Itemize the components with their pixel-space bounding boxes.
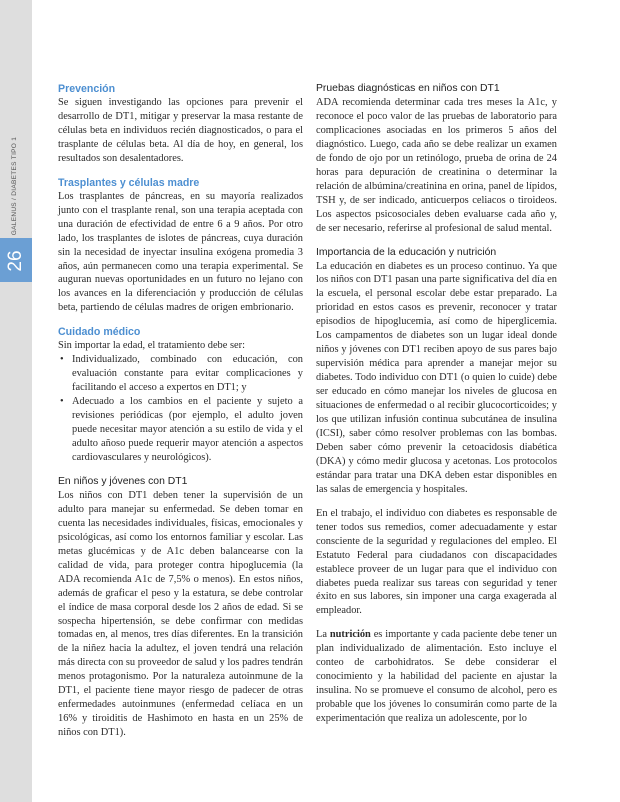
- paragraph-cuidado-intro: Sin importar la edad, el tratamiento debe ser:: [58, 340, 245, 352]
- page-number: 26: [5, 250, 26, 272]
- paragraph-prevencion: Se siguen investigando las opciones para prevenir el desarrollo de DT1, mitigar y preservar la masa restante de células beta en individuos recién diagnosticados, o para el trasplante de células beta. Al día de hoy, en general, los resultados son desalentadores.: [58, 97, 303, 164]
- list-item: • Individualizado, combinado con educación, con evaluación constante para evitar complicaciones y facilitando el acceso a expertos en DT1; y: [60, 354, 303, 394]
- left-column: [58, 82, 303, 740]
- nutricion-lead: La: [316, 629, 330, 641]
- heading-prevencion: Prevención: [58, 83, 116, 95]
- cuidado-list: [58, 353, 303, 465]
- nutricion-bold: nutrición: [329, 629, 371, 641]
- heading-ninos: En niños y jóvenes con DT1: [58, 475, 188, 487]
- paragraph-trasplantes: Los trasplantes de páncreas, en su mayoría realizados junto con el trasplante renal, son una terapia aceptada con una duración de efectividad de entre 6 a 9 años. Por otro lado, los trasplantes de islotes de páncreas, cuya duración sin la necesidad de inyectar insulina exógena promedia 3 años, aún permanecen como una terapia experimental. Se auguran nuevas oportunidades en un futuro no lejano con los avances en la diferenciación y producción de células beta, partiendo de células madres de origen embrionario.: [58, 190, 303, 314]
- heading-trasplantes: Trasplantes y células madre: [58, 176, 200, 189]
- heading-educacion: Importancia de la educación y nutrición: [316, 246, 497, 258]
- paragraph-nutricion: [316, 628, 557, 726]
- list-item-text: Adecuado a los cambios en el paciente y sujeto a revisiones periódicas (por ejemplo, el adulto joven puede necesitar mayor atención a su estilo de vida y el adulto añoso puede requerir mayor atención a aspectos cardiovasculares y neurológicos).: [72, 396, 303, 463]
- paragraph-pruebas: ADA recomienda determinar cada tres meses la A1c, y reconoce el poco valor de las pruebas de laboratorio para complicaciones asociadas en los primeros 5 años del diagnóstico. Luego, cada año se debe realizar un examen de fondo de ojo por un retinólogo, prueba de orina de 24 horas para depuración de creatinina o determinar la relación de albúmina/creatinina en orina, panel de lípidos, TSH y, de ser indicado, anticuerpos celiacos o tiroideos. Los aspectos psicosociales deben evaluarse cada año y, de ser necesario, referirse al profesional de salud mental.: [316, 97, 557, 234]
- heading-cuidado: Cuidado médico: [58, 326, 141, 339]
- list-item: • Adecuado a los cambios en el paciente y sujeto a revisiones periódicas (por ejemplo, el adulto joven puede necesitar mayor atención a su estilo de vida y el adulto añoso puede requerir mayor atención a aspectos cardiovasculares y neurológicos).: [60, 396, 303, 463]
- paragraph-trabajo: En el trabajo, el individuo con diabetes es responsable de tener todos sus remedios, comer adecuadamente y estar consciente de la seguridad y regulaciones del empleo. El Estatuto Federal para ciudadanos con discapacidades establece proveer de un lugar para que el individuo con diabetes pueda realizar sus tareas con seguridad y tener éxito en sus labores, sin imponer una carga exagerada al empleador.: [316, 507, 557, 617]
- paragraph-ninos: Los niños con DT1 deben tener la supervisión de un adulto para manejar su enfermedad. Se deben tomar en cuenta las necesidades individuales, físicas, emocionales y psicológicas, así como los entornos familiar y escolar. Las metas glucémicas y de A1c deben balancearse con la calidad de vida, para proteger contra hipoglucemia (la ADA recomienda A1c de 7,5% o menos). En estos niños, además de graficar el peso y la estatura, se debe controlar el índice de masa corporal desde los 2 años de edad. Si se sospecha hipertensión, se debe confirmar con medidas tomadas en, al menos, tres días diferentes. En la transición de la niñez hacia la adultez, el joven tendrá una relación más directa con su proveedor de salud y los padres tendrán menos protagonismo. Por la naturaleza autoinmune de la DT1, el paciente tiene mayor riesgo de padecer de otras enfermedades autoinmunes (enfermedad celíaca en un 16% y tiroiditis de Hashimoto en hasta en un 25% de niños con DT1).: [58, 489, 303, 739]
- running-head: GALENUS / DIABETES TIPO 1: [11, 136, 18, 236]
- heading-pruebas: Pruebas diagnósticas en niños con DT1: [316, 83, 500, 94]
- nutricion-rest: es importante y cada paciente debe tener un plan individualizado de alimentación. Esto incluye el conteo de carbohidratos. Se debe considerar el conocimiento y la habilidad del paciente en ajustar la insulina. No se promueve el consumo de alcohol, pero es probable que los jóvenes lo consumirán como parte de la experimentación que realiza un adolescente, por lo: [316, 629, 557, 725]
- list-item-text: Individualizado, combinado con educación, con evaluación constante para evitar complicaciones y facilitando el acceso a expertos en DT1; y: [72, 354, 303, 394]
- paragraph-educacion: La educación en diabetes es un proceso continuo. Ya que los niños con DT1 pasan una parte significativa del día en la escuela, el personal escolar debe estar preparado. La prioridad en estos casos es prevenir, reconocer y tratar episodios de hipoglucemia, así como de hiperglicemia. Los campamentos de diabetes son un lugar ideal donde niños y jóvenes con DT1 reciben apoyo de sus pares bajo supervisión médica para aprender a manejar mejor su diabetes. Todo individuo con DT1 (o quien lo cuide) debe ser educado en cómo manejar los niveles de glucosa en situaciones de enfermedad o al recibir glucocorticoides; y los que utilizan infusión continua subcutánea de insulina (ICSI), saber cómo resolver problemas con las bombas. Deben saber cómo prevenir la cetoacidosis diabética (DKA) y cómo medir glucosa y acetonas. Los protocolos estándar para tratar una DKA deben estar disponibles en las salas de emergencia y hospitales.: [316, 260, 557, 495]
- right-column: [316, 82, 557, 726]
